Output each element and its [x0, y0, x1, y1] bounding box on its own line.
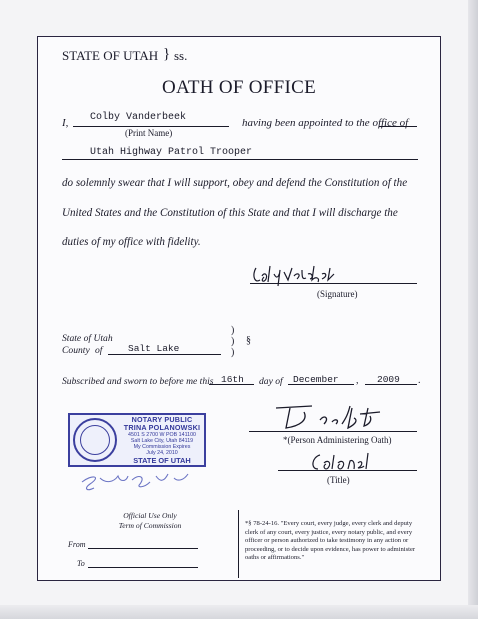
office-underline	[62, 159, 418, 160]
day-underline	[209, 384, 254, 385]
document-title: OATH OF OFFICE	[161, 77, 317, 98]
subscribed-text: Subscribed and sworn to before me this	[62, 376, 214, 387]
title-label: (Title)	[327, 475, 350, 485]
affiant-name: Colby Vanderbeek	[90, 112, 187, 123]
name-underline	[73, 126, 229, 127]
stamp-line-5: My Commission Expires	[133, 444, 191, 450]
stamp-line-6: July 24, 2010	[146, 450, 178, 456]
footnote-divider	[238, 510, 239, 578]
term-of-commission-label: Term of Commission	[118, 521, 182, 530]
notary-signature	[78, 468, 198, 494]
stamp-line-3: 4501 S 2700 W POB 141100	[128, 432, 196, 438]
oath-line-2: United States and the Constitution of this State and that I will discharge the	[62, 207, 398, 219]
ss-label: ss.	[174, 48, 188, 63]
state-heading: STATE OF UTAH	[62, 48, 159, 63]
day-of-label: day of	[259, 376, 283, 387]
month-underline	[288, 384, 354, 385]
administering-line	[249, 431, 417, 432]
notary-stamp	[68, 413, 206, 467]
appointed-text: having been appointed to the office of	[242, 117, 409, 129]
venue-paren-3: )	[231, 347, 235, 358]
county-underline	[108, 354, 221, 355]
venue-of-label: of	[95, 345, 103, 356]
print-name-label: (Print Name)	[125, 128, 173, 138]
venue-paren-2: )	[231, 336, 235, 347]
section-symbol: §	[246, 335, 251, 346]
brace-symbol: }	[163, 46, 171, 62]
to-line	[88, 567, 198, 568]
signature-line	[250, 283, 417, 284]
i-label: I,	[62, 117, 69, 129]
venue-state-label: State of Utah	[62, 333, 113, 344]
oath-line-1: do solemnly swear that I will support, obey and defend the Constitution of the	[62, 177, 408, 189]
stamp-line-4: Salt Lake City, Utah 84119	[130, 438, 194, 444]
stamp-line-1: NOTARY PUBLIC	[131, 415, 193, 424]
venue-paren-1: )	[231, 325, 235, 336]
month-value: December	[293, 374, 339, 385]
from-line	[88, 548, 198, 549]
office-underline-end	[379, 126, 417, 127]
date-period: .	[418, 375, 421, 386]
venue-county-label: County	[62, 345, 90, 356]
scan-edge-bottom	[0, 605, 478, 619]
administering-label: *(Person Administering Oath)	[283, 435, 392, 445]
official-use-label: Official Use Only	[123, 511, 177, 520]
signature-label: (Signature)	[317, 289, 358, 299]
oath-line-3: duties of my office with fidelity.	[62, 236, 201, 248]
year-underline	[365, 384, 417, 385]
footnote-text: *§ 78-24-16. "Every court, every judge, every clerk and deputy clerk of any court, every justice, every notary public, and every officer or person authorized to take testimony in any action or proceeding, or to decide upon evidence, has power to administer oaths or affirmations."	[245, 520, 416, 562]
from-label: From	[68, 540, 86, 549]
county-value: Salt Lake	[128, 343, 180, 354]
stamp-line-2: TRINA POLANOWSKI	[123, 423, 201, 432]
office-value: Utah Highway Patrol Trooper	[90, 147, 253, 158]
affiant-signature	[250, 262, 340, 288]
to-label: To	[77, 559, 85, 568]
administering-signature	[272, 402, 392, 432]
stamp-line-7: STATE OF UTAH	[133, 456, 191, 465]
date-comma: ,	[356, 375, 359, 386]
notary-seal-icon	[73, 418, 117, 462]
title-line	[278, 470, 417, 471]
year-value: 2009	[377, 374, 400, 385]
day-value: 16th	[221, 374, 244, 385]
